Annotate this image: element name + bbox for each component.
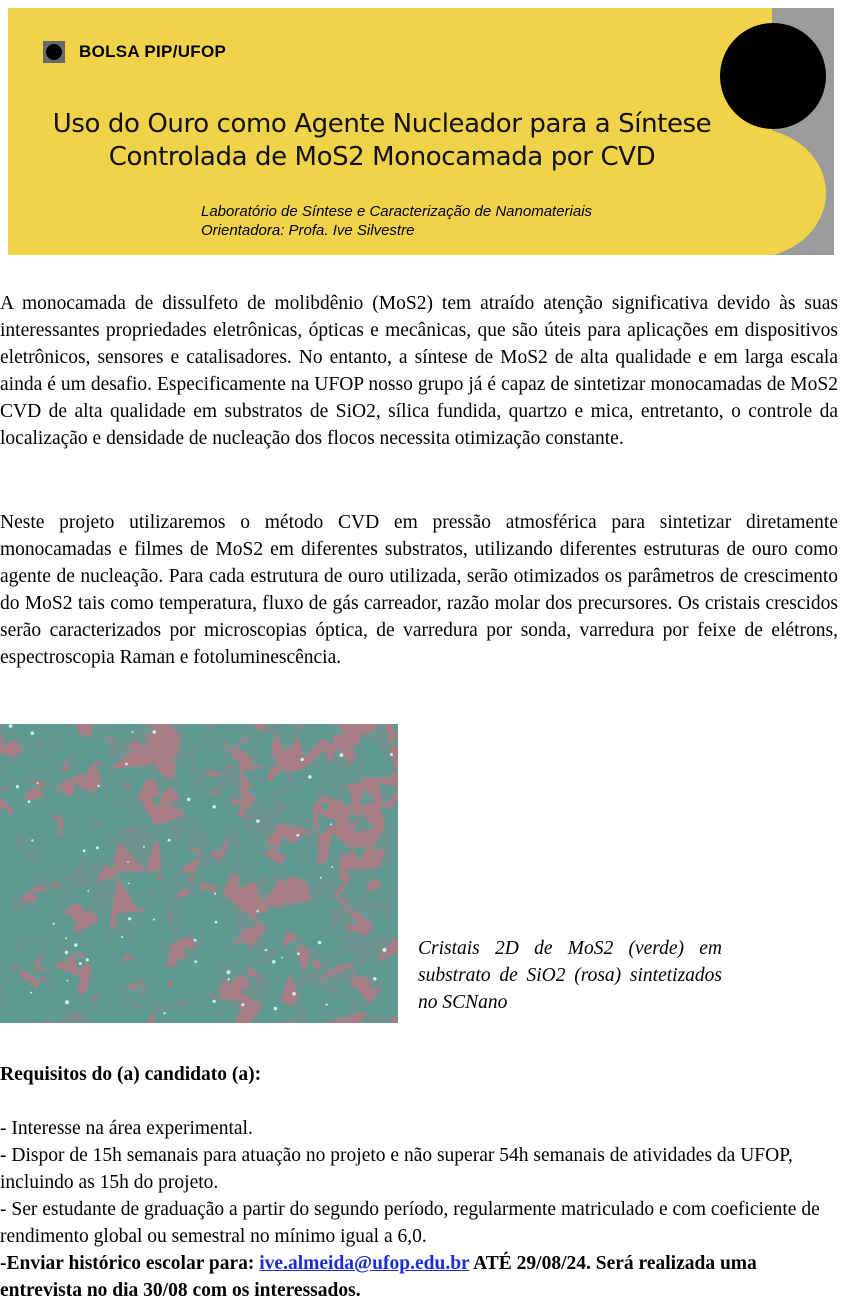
nucleation-speck [213,1000,216,1003]
nucleation-speck [125,763,128,766]
nucleation-speck [187,798,191,802]
nucleation-speck [97,785,99,787]
application-instruction [0,1250,838,1304]
nucleation-speck [318,941,321,944]
nucleation-speck [340,753,344,757]
nucleation-speck [256,910,258,912]
nucleation-speck [212,805,216,809]
nucleation-speck [9,724,13,728]
nucleation-speck [297,952,300,955]
nucleation-speck [274,1007,278,1011]
nucleation-speck [194,939,197,942]
logo-text: BOLSA PIP/UFOP [79,42,227,61]
requirement-item: - Ser estudante de graduação a partir do segundo período, regularmente matriculado e com coeficiente de rendimento global ou semestral no mínimo igual a 6,0. [0,1199,820,1247]
nucleation-speck [53,923,55,925]
nucleation-speck [330,823,332,825]
nucleation-speck [214,893,216,895]
contact-email-link[interactable]: ive.almeida@ufop.edu.br [259,1253,470,1274]
nucleation-speck [301,758,304,761]
nucleation-speck [65,951,69,955]
nucleation-speck [79,962,82,965]
nucleation-speck [153,918,155,920]
nucleation-speck [227,970,231,974]
paragraph-project: Neste projeto utilizaremos o método CVD em pressão atmosférica para sintetizar diretamente monocamadas e filmes de MoS2 em diferentes substratos, utilizando diferentes estruturas de ouro como agente de nucleação. Para cada estrutura de ouro utilizada, serão otimizados os parâmetros de crescimento do MoS2 tais como temperatura, fluxo de gás carreador, razão molar dos precursores. Os cristais crescidos serão caracterizados por microscopias óptica, de varredura por sonda, varredura por feixe de elétrons, espectroscopia Raman e fotoluminescência. [0,512,838,668]
nucleation-speck [132,731,134,733]
nucleation-speck [96,846,99,849]
nucleation-speck [16,785,19,788]
micrograph-svg [0,724,398,1023]
nucleation-speck [128,883,130,885]
nucleation-speck [292,992,296,996]
nucleation-speck [256,819,259,822]
nucleation-speck [31,839,33,841]
instruction-suffix: ATÉ 29/08/24. Será realizada uma entrevista no dia 30/08 com os interessados. [0,1253,757,1301]
lab-info [201,202,592,240]
nucleation-speck [265,949,267,951]
nucleation-speck [67,980,69,982]
advisor-name: Orientadora: Profa. Ive Silvestre [201,222,415,239]
nucleation-speck [86,958,89,961]
nucleation-speck [127,861,129,863]
nucleation-speck [128,917,131,920]
nucleation-speck [28,800,31,803]
nucleation-speck [383,948,387,952]
nucleation-speck [83,849,86,852]
nucleation-speck [65,1000,69,1004]
logo-square-icon [43,41,65,63]
requirement-item: - Dispor de 15h semanais para atuação no projeto e não superar 54h semanais de atividades da UFOP, incluindo as 15h do projeto. [0,1145,793,1193]
nucleation-speck [143,846,145,848]
title-line-2: Controlada de MoS2 Monocamada por CVD [108,142,656,172]
lab-name: Laboratório de Síntese e Caracterização de Nanomateriais [201,203,593,220]
requirements-list [0,1115,838,1304]
nucleation-speck [272,960,276,964]
requirements-title: Requisitos do (a) candidato (a): [0,1064,262,1085]
nucleation-speck [163,1012,165,1014]
nucleation-speck [308,775,312,779]
instruction-prefix: -Enviar histórico escolar para: [0,1253,260,1274]
title-line-1: Uso do Ouro como Agente Nucleador para a Síntese [52,109,712,139]
nucleation-speck [373,977,377,981]
nucleation-speck [194,960,197,963]
nucleation-speck [87,890,89,892]
nucleation-speck [331,866,333,868]
nucleation-speck [320,877,322,879]
nucleation-speck [390,753,393,756]
nucleation-speck [281,957,283,959]
program-logo [43,41,226,63]
nucleation-speck [37,782,39,784]
nucleation-speck [215,921,218,924]
nucleation-speck [65,937,67,939]
micrograph-image [0,724,398,1023]
nucleation-speck [296,834,299,837]
nucleation-speck [121,936,123,938]
nucleation-speck [31,731,35,735]
figure-caption: Cristais 2D de MoS2 (verde) em substrato de SiO2 (rosa) sintetizados no SCNano [418,938,722,1013]
paragraph-intro: A monocamada de dissulfeto de molibdênio (MoS2) tem atraído atenção significativa devido às suas interessantes propriedades eletrônicas, ópticas e mecânicas, que são úteis para aplicações em dispositivos eletrônicos, sensores e catalisadores. No entanto, a síntese de MoS2 de alta qualidade e em larga escala ainda é um desafio. Especificamente na UFOP nosso grupo já é capaz de sintetizar monocamadas de MoS2 CVD de alta qualidade em substratos de SiO2, sílica fundida, quartzo e mica, entretanto, o controle da localização e densidade de nucleação dos flocos necessita otimização constante. [0,293,838,449]
nucleation-speck [30,992,32,994]
nucleation-speck [168,839,171,842]
nucleation-speck [326,1004,328,1006]
nucleation-speck [74,943,78,947]
nucleation-speck [153,730,157,734]
requirement-item: - Interesse na área experimental. [0,1118,253,1139]
nucleation-speck [228,978,230,980]
nucleation-speck [241,1003,244,1006]
project-title [8,108,756,174]
header-banner [8,8,834,255]
